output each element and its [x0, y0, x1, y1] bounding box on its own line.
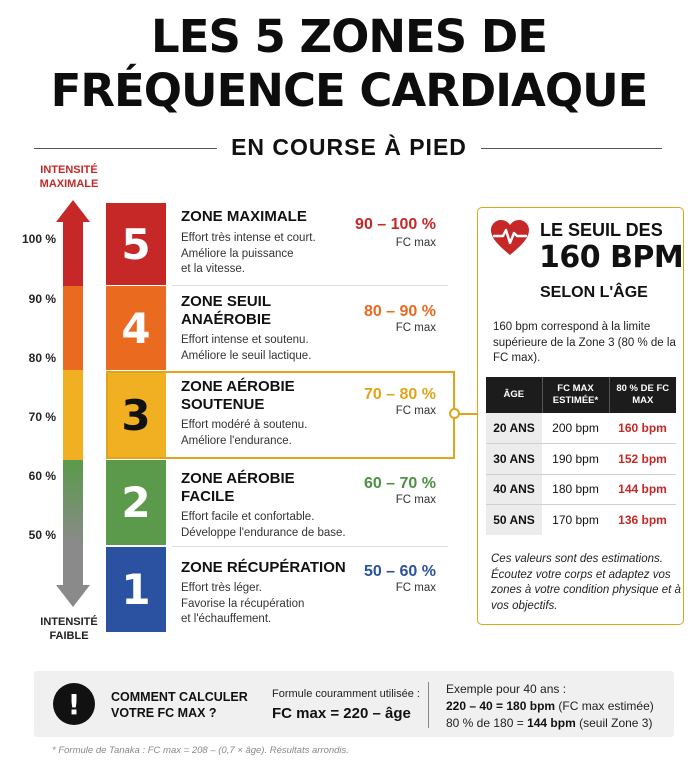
- how-line2: VOTRE FC MAX ?: [111, 706, 217, 720]
- formula: FC max = 220 – âge: [272, 705, 411, 722]
- zone-3-number: 3: [106, 371, 166, 459]
- age-cell: 40 ANS: [486, 474, 542, 505]
- zone-2-name: [181, 470, 295, 506]
- example-calc-suffix: (FC max estimée): [555, 699, 654, 713]
- connector-dot: [449, 408, 460, 419]
- table-row: [486, 505, 676, 536]
- arrow-segment-zone1: [63, 545, 83, 585]
- fc-max-cell: 190 bpm: [542, 444, 609, 475]
- example-label: Exemple pour 40 ans :: [446, 682, 567, 696]
- percent-tick: 80 %: [28, 351, 56, 365]
- age-table: [486, 377, 676, 535]
- zone-2-unit: FC max: [395, 494, 436, 506]
- zone-3-highlight: [106, 371, 455, 459]
- how-line1: COMMENT CALCULER: [111, 690, 248, 704]
- zone-1-range: 50 – 60 %: [363, 563, 436, 580]
- intensity-max-line1: INTENSITÉ: [40, 164, 98, 176]
- zone-3-name-line1: ZONE AÉROBIE: [181, 378, 295, 395]
- age-table-header: ÂGE: [486, 377, 542, 413]
- arrow-segment-zone2: [63, 460, 83, 545]
- eighty-percent-cell: 152 bpm: [609, 444, 676, 475]
- arrow-segment-zone5: [63, 221, 83, 286]
- zone-3-range: 70 – 80 %: [363, 386, 436, 403]
- example-percent-value: 144 bpm: [527, 716, 576, 730]
- zone-4-unit: FC max: [395, 322, 436, 334]
- page-subtitle: [0, 134, 698, 161]
- card-title-line1: LE SEUIL DES: [540, 220, 663, 240]
- zone-3-name-line2: SOUTENUE: [181, 396, 265, 413]
- zone-4-range: 80 – 90 %: [363, 303, 436, 320]
- zone-1-number: 1: [106, 547, 166, 632]
- eighty-percent-cell: 136 bpm: [618, 513, 667, 527]
- page-title-line2: FRÉQUENCE CARDIAQUE: [50, 64, 648, 117]
- fc-max-cell: 200 bpm: [542, 413, 609, 444]
- how-to-calculate: [111, 689, 248, 721]
- zone-1-description: Effort très léger. Favorise la récupération et l'échauffement.: [181, 582, 305, 625]
- card-title-line3: SELON L'ÂGE: [540, 284, 648, 301]
- example-percent: [446, 716, 652, 730]
- zone-1-name: ZONE RÉCUPÉRATION: [181, 559, 346, 576]
- arrow-segment-zone4: [63, 286, 83, 370]
- age-table-header: FC MAX ESTIMÉE*: [542, 377, 609, 413]
- card-title-line2: 160 BPM: [539, 240, 684, 275]
- intensity-max-label: [24, 163, 114, 191]
- zone-2-name-line2: FACILE: [181, 488, 235, 505]
- zone-3-description: Effort modéré à soutenu. Améliore l'endurance.: [181, 419, 308, 447]
- intensity-min-label: [24, 615, 114, 643]
- zone-1-unit: FC max: [395, 582, 436, 594]
- zone-5-range: 90 – 100 %: [355, 216, 436, 233]
- zone-4-number: 4: [106, 286, 166, 370]
- zone-5-unit: FC max: [395, 237, 436, 249]
- page-subtitle-text: EN COURSE À PIED: [217, 134, 481, 160]
- percent-tick: 70 %: [28, 410, 56, 424]
- age-cell: 20 ANS: [486, 413, 542, 444]
- age-cell: 50 ANS: [486, 505, 542, 536]
- percent-tick: 90 %: [28, 292, 56, 306]
- age-table-header: 80 % DE FC MAX: [609, 377, 676, 413]
- percent-tick: 50 %: [28, 528, 56, 542]
- page-title-line1: LES 5 ZONES DE: [151, 10, 547, 63]
- percent-tick: 60 %: [28, 469, 56, 483]
- arrow-up-icon: [56, 200, 90, 222]
- heart-pulse-icon: [490, 219, 530, 257]
- banner-divider: [428, 682, 429, 728]
- zone-2-name-line1: ZONE AÉROBIE: [181, 470, 295, 487]
- fc-max-cell: 170 bpm: [552, 513, 599, 527]
- zone-2-number: 2: [106, 460, 166, 545]
- example-calc: [446, 699, 654, 713]
- eighty-percent-cell: 144 bpm: [609, 474, 676, 505]
- formula-label: Formule couramment utilisée :: [272, 688, 420, 700]
- arrow-down-icon: [56, 585, 90, 607]
- example-percent-suffix: (seuil Zone 3): [575, 716, 653, 730]
- table-row: [486, 444, 676, 475]
- footnote: * Formule de Tanaka : FC max = 208 – (0,7 × âge). Résultats arrondis.: [52, 745, 349, 756]
- intensity-min-line1: INTENSITÉ: [40, 616, 98, 628]
- zone-2-range: 60 – 70 %: [363, 475, 436, 492]
- age-cell: 30 ANS: [486, 444, 542, 475]
- table-row: [486, 474, 676, 505]
- card-note: Ces valeurs sont des estimations. Écoutez votre corps et adaptez vos zones à votre condition physique et à vos objectifs.: [491, 553, 681, 612]
- zone-2-description: Effort facile et confortable. Développe l'endurance de base.: [181, 511, 346, 539]
- zone-4-name: [181, 293, 271, 329]
- eighty-percent-cell: 160 bpm: [609, 413, 676, 444]
- intensity-min-line2: FAIBLE: [49, 630, 89, 642]
- exclamation-icon: !: [53, 683, 95, 725]
- table-row: [486, 413, 676, 444]
- card-description: 160 bpm correspond à la limite supérieure de la Zone 3 (80 % de la FC max).: [493, 321, 676, 364]
- fc-max-cell: 180 bpm: [542, 474, 609, 505]
- zone-4-description: Effort intense et soutenu. Améliore le seuil lactique.: [181, 334, 312, 362]
- zone-3-unit: FC max: [395, 405, 436, 417]
- zone-5-name: ZONE MAXIMALE: [181, 208, 307, 225]
- zone-separator: [172, 546, 448, 547]
- example-calc-value: 220 – 40 = 180 bpm: [446, 699, 556, 713]
- zone-4-name-line1: ZONE SEUIL: [181, 293, 272, 310]
- zone-separator: [172, 285, 448, 286]
- arrow-segment-zone3: [63, 370, 83, 460]
- zone-5-description: Effort très intense et court. Améliore la puissance et la vitesse.: [181, 232, 316, 275]
- intensity-max-line2: MAXIMALE: [39, 178, 99, 190]
- percent-tick: 100 %: [21, 232, 56, 246]
- example-percent-prefix: 80 % de 180 =: [446, 716, 528, 730]
- zone-4-name-line2: ANAÉROBIE: [181, 311, 272, 328]
- zone-5-number: 5: [106, 203, 166, 285]
